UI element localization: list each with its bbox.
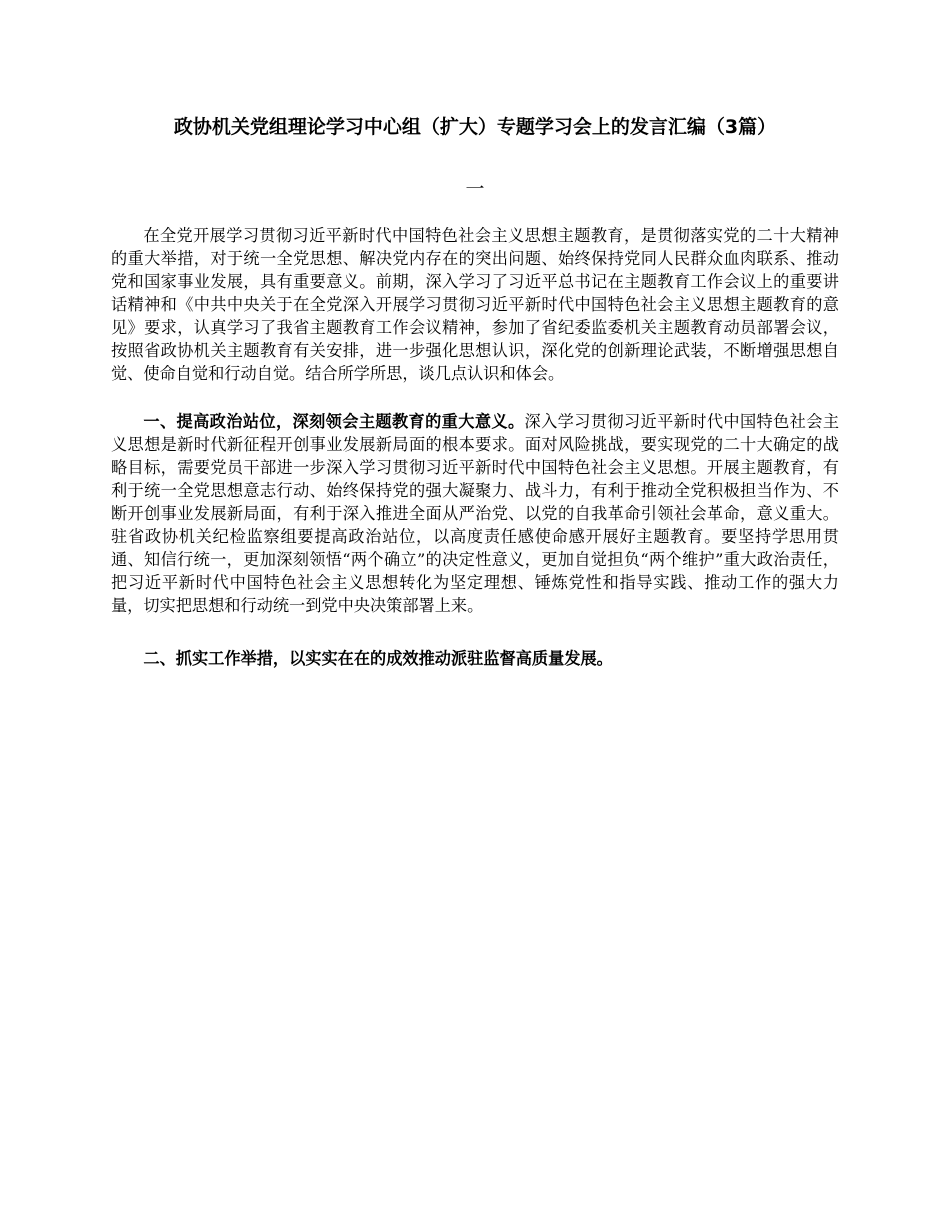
- point-one-heading: 一、提高政治站位，深刻领会主题教育的重大意义。: [143, 412, 525, 431]
- point-one-text: 深入学习贯彻习近平新时代中国特色社会主义思想是新时代新征程开创事业发展新局面的根本要求。面对风险挑战，要实现党的二十大确定的战略目标，需要党员干部进一步深入学习贯彻习近平新时代中国特色社会主义思想。开展主题教育，有利于统一全党思想意志行动、始终保持党的强大凝聚力、战斗力，有利于推动全党积极担当作为、不断开创事业发展新局面，有利于深入推进全面从严治党、以党的自我革命引领社会革命，意义重大。驻省政协机关纪检监察组要提高政治站位，以高度责任感使命感开展好主题教育。要坚持学思用贯通、知信行统一，更加深刻领悟“两个确立”的决定性意义，更加自觉担负“两个维护”重大政治责任，把习近平新时代中国特色社会主义思想转化为坚定理想、锤炼党性和指导实践、推动工作的强大力量，切实把思想和行动统一到党中央决策部署上来。: [111, 412, 840, 615]
- section-number: 一: [465, 178, 485, 200]
- intro-paragraph: [111, 224, 839, 385]
- document-title: 政协机关党组理论学习中心组（扩大）专题学习会上的发言汇编（3篇）: [173, 116, 777, 138]
- intro-paragraph-text: 在全党开展学习贯彻习近平新时代中国特色社会主义思想主题教育，是贯彻落实党的二十大精神的重大举措，对于统一全党思想、解决党内存在的突出问题、始终保持党同人民群众血肉联系、推动党和国家事业发展，具有重要意义。前期，深入学习了习近平总书记在主题教育工作会议上的重要讲话精神和《中共中央关于在全党深入开展学习贯彻习近平新时代中国特色社会主义思想主题教育的意见》要求，认真学习了我省主题教育工作会议精神，参加了省纪委监委机关主题教育动员部署会议，按照省政协机关主题教育有关安排，进一步强化思想认识，深化党的创新理论武装，不断增强思想自觉、使命自觉和行动自觉。结合所学所思，谈几点认识和体会。: [111, 226, 839, 383]
- point-one-paragraph: [111, 410, 839, 617]
- point-two-paragraph: [111, 647, 839, 670]
- point-two-heading: 二、抓实工作举措，以实实在在的成效推动派驻监督高质量发展。: [143, 649, 613, 668]
